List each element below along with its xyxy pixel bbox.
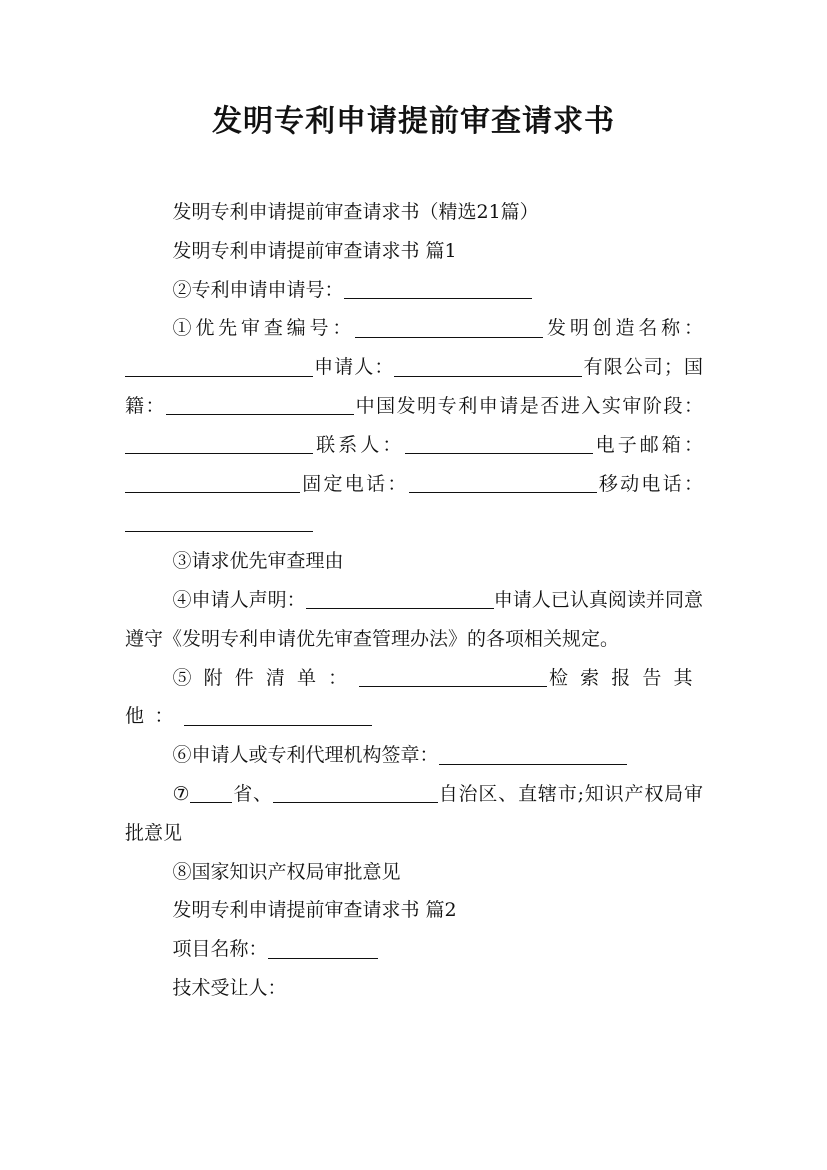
project-name-paragraph	[125, 930, 703, 969]
item1-phone-label: 固定电话：	[300, 472, 409, 495]
province-blank	[190, 782, 232, 803]
tech-assignee-label: 技术受让人：	[172, 976, 287, 999]
invention-name-blank	[125, 356, 313, 377]
signature-blank	[439, 744, 627, 765]
document-body	[125, 193, 703, 1008]
item6-label: ⑥申请人或专利代理机构签章：	[172, 744, 439, 767]
attachments-blank	[359, 666, 547, 687]
priority-number-blank	[355, 317, 543, 338]
part2-heading-text: 发明专利申请提前审查请求书 篇2	[172, 899, 457, 922]
item7-province-label: 省、	[232, 782, 273, 805]
applicant-blank	[394, 356, 582, 377]
item5-label: ⑤附件清单：	[172, 666, 360, 689]
item6-paragraph	[125, 736, 703, 775]
item7-number: ⑦	[172, 782, 191, 805]
item1-invention-label: 发明创造名称：	[543, 317, 703, 340]
part1-heading	[125, 232, 703, 271]
item2-label: ②专利申请申请号：	[172, 278, 344, 301]
contact-blank	[405, 433, 593, 454]
item1-priority-label: ①优先审查编号：	[172, 317, 356, 340]
part2-heading	[125, 891, 703, 930]
exam-stage-blank	[125, 433, 313, 454]
email-blank	[125, 472, 300, 493]
item4-paragraph	[125, 581, 703, 659]
item7-region-text: 自治区、直辖市;知识产权局审批意见	[125, 782, 703, 844]
item1-applicant-label: 申请人：	[313, 356, 395, 379]
tech-assignee-paragraph	[125, 969, 703, 1008]
part1-heading-text: 发明专利申请提前审查请求书 篇1	[172, 239, 457, 262]
mobile-blank	[125, 511, 313, 532]
item1-mobile-label: 移动电话：	[596, 472, 703, 495]
item1-company-nationality-label: 有限公司；国籍：	[125, 356, 703, 417]
project-name-label: 项目名称：	[172, 938, 268, 961]
nationality-blank	[166, 394, 354, 415]
item2-paragraph	[125, 271, 703, 310]
item4-label: ④申请人声明：	[172, 588, 306, 611]
region-blank	[273, 782, 438, 803]
application-number-blank	[344, 278, 532, 299]
item1-exam-stage-label: 中国发明专利申请是否进入实审阶段：	[354, 394, 703, 417]
item8-text: ⑧国家知识产权局审批意见	[172, 860, 401, 883]
item5-paragraph	[125, 659, 703, 737]
item4-declaration-text: 申请人已认真阅读并同意遵守《发明专利申请优先审查管理办法》的各项相关规定。	[125, 588, 703, 650]
document-title: 发明专利申请提前审查请求书	[212, 104, 615, 139]
item5-other-label: 检索报告其他：	[125, 666, 703, 728]
item1-paragraph	[125, 309, 703, 542]
item8-paragraph	[125, 853, 703, 892]
intro-paragraph	[125, 193, 703, 232]
item1-contact-label: 联系人：	[313, 433, 405, 456]
item3-paragraph	[125, 542, 703, 581]
other-attachments-blank	[184, 705, 372, 726]
item1-email-label: 电子邮箱：	[592, 433, 703, 456]
phone-blank	[409, 472, 597, 493]
declaration-blank	[306, 588, 494, 609]
project-name-blank	[268, 938, 378, 959]
item3-text: ③请求优先审查理由	[172, 550, 344, 573]
item7-paragraph	[125, 775, 703, 853]
intro-text: 发明专利申请提前审查请求书（精选21篇）	[172, 201, 539, 223]
